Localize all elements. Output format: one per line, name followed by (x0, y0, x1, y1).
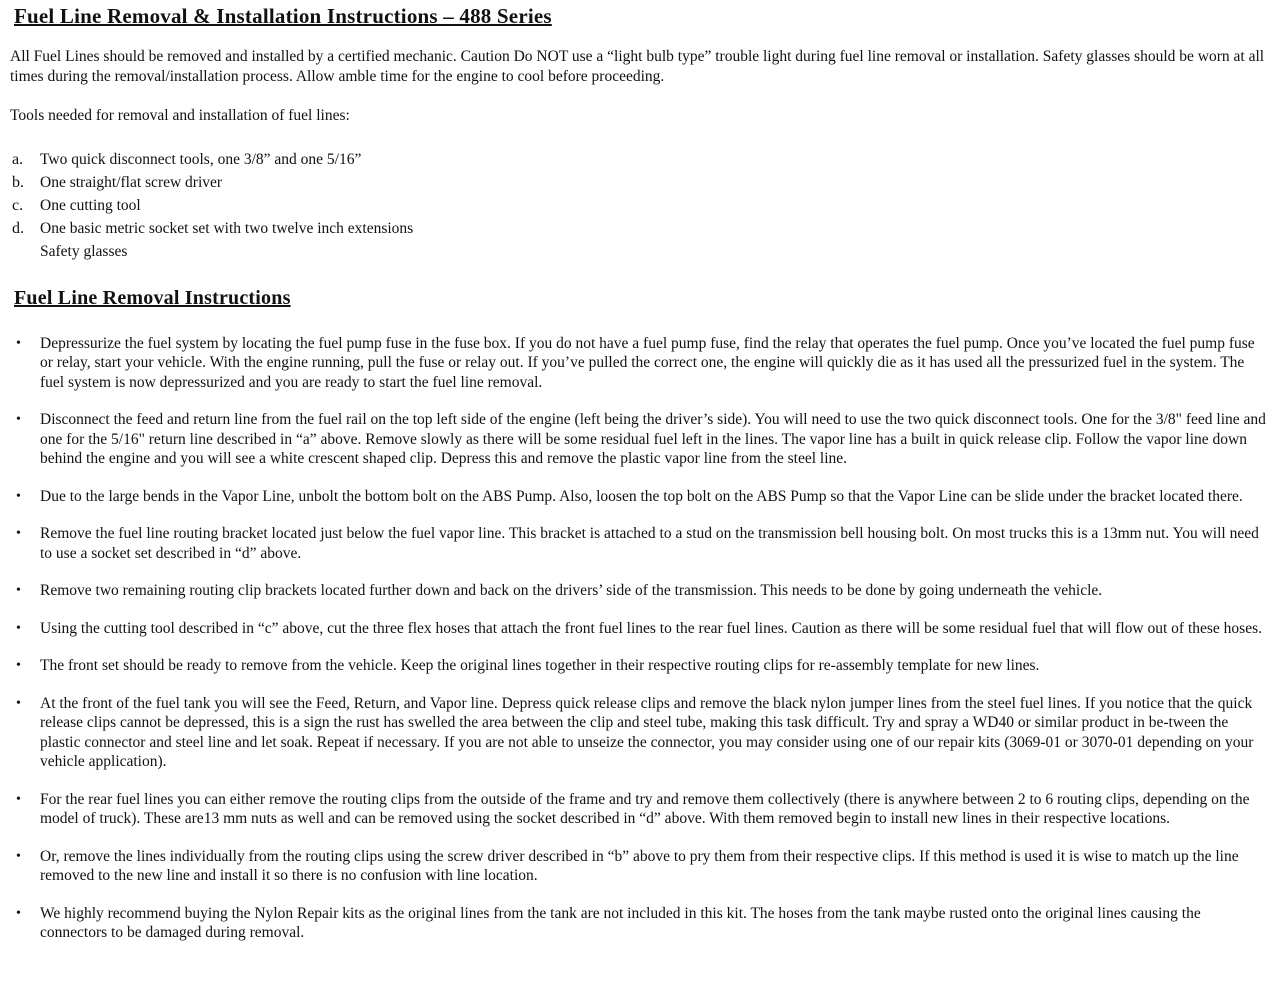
tool-item-d (10, 219, 1266, 238)
instruction-step (10, 656, 1266, 676)
instruction-step (10, 524, 1266, 563)
steps-list (10, 334, 1266, 943)
tool-text: One basic metric socket set with two twelve inch extensions (40, 219, 414, 237)
step-text: Due to the large bends in the Vapor Line, unbolt the bottom bolt on the ABS Pump. Also, loosen the top bolt on the ABS Pump so that the Vapor Line can be slide under the bracket located there. (40, 487, 1243, 505)
section-heading: Fuel Line Removal Instructions (14, 286, 291, 309)
document-title: Fuel Line Removal & Installation Instructions – 488 Series (14, 4, 552, 28)
step-text: Remove two remaining routing clip brackets located further down and back on the drivers’ side of the transmission. This needs to be done by going underneath the vehicle. (40, 582, 1103, 599)
step-text: Remove the fuel line routing bracket located just below the fuel vapor line. This bracket is attached to a stud on the transmission bell housing bolt. On most trucks this is a 13mm nut. You will need to use a socket set described in “d” above. (40, 525, 1259, 562)
instruction-step (10, 581, 1266, 601)
bullet-icon: • (16, 791, 21, 807)
tool-item-a (10, 150, 1266, 169)
bullet-icon: • (16, 658, 21, 673)
step-text: Using the cutting tool described in “c” above, cut the three flex hoses that attach the front fuel lines to the rear fuel lines. Caution as there will be some residual fuel that will flow out of these hoses. (40, 619, 1262, 637)
intro-paragraph: All Fuel Lines should be removed and installed by a certified mechanic. Caution Do NOT use a “light bulb type” trouble light during fuel line removal or installation. Safety glasses should be worn at all times during the removal/installation process. Allow amble time for the engine to cool before proceeding. (10, 48, 1265, 85)
instruction-step (10, 790, 1266, 829)
bullet-icon: • (16, 848, 21, 864)
tools-heading: Tools needed for removal and installation of fuel lines: (10, 107, 350, 124)
step-text: Disconnect the feed and return line from the fuel rail on the top left side of the engine (left being the driver’s side). You will need to use the two quick disconnect tools. One for the 3/8" feed line and one for the 5/16" return line described in “a” above. Remove slowly as there will be some residual fuel left in the lines. The vapor line has a built in quick release clip. Follow the vapor line down behind the engine and you will see a white crescent shaped clip. Depress this and remove the plastic vapor line from the steel line. (40, 411, 1266, 467)
tool-text: One straight/flat screw driver (40, 173, 223, 191)
step-text: Depressurize the fuel system by locating the fuel pump fuse in the fuse box. If you do not have a fuel pump fuse, find the relay that operates the fuel pump. Once you’ve located the fuel pump fuse or relay, start your vehicle. With the engine running, pull the fuse or relay out. If you’ve pulled the correct one, the engine will quickly die as it has used all the pressurized fuel in the system. The fuel system is now depressurized and you are ready to start the fuel line removal. (40, 334, 1255, 391)
instruction-step (10, 904, 1266, 943)
tool-item-b (10, 173, 1266, 192)
instruction-step (10, 694, 1266, 772)
instruction-step (10, 410, 1266, 469)
list-marker: a. (12, 150, 24, 168)
instruction-step (10, 487, 1266, 507)
list-marker: c. (12, 196, 24, 214)
instruction-step (10, 619, 1266, 639)
tools-list (10, 150, 1266, 261)
tools-note: Safety glasses (40, 242, 128, 260)
list-marker: d. (12, 219, 24, 237)
bullet-icon: • (16, 412, 21, 427)
step-text: At the front of the fuel tank you will see the Feed, Return, and Vapor line. Depress quick release clips and remove the black nylon jumper lines from the steel fuel lines. If you notice that the quick release clips cannot be depressed, this is a sign the rust has swelled the area between the clip and steel tube, making this task difficult. Try and spray a WD40 or similar product in be-tween the plastic connector and steel line and let soak. Repeat if necessary. If you are not able to unseize the connector, you may consider using one of our repair kits (3069-01 or 3070-01 depending on your vehicle application). (40, 694, 1254, 770)
step-text: Or, remove the lines individually from the routing clips using the screw driver described in “b” above to pry them from their respective clips. If this method is used it is wise to match up the line removed to the new line and install it so there is no confusion with line location. (40, 847, 1239, 884)
bullet-icon: • (16, 583, 21, 598)
step-text: The front set should be ready to remove from the vehicle. Keep the original lines together in their respective routing clips for re-assembly template for new lines. (40, 657, 1040, 674)
bullet-icon: • (16, 905, 21, 921)
bullet-icon: • (16, 488, 21, 504)
bullet-icon: • (16, 526, 21, 541)
tool-text: One cutting tool (40, 196, 141, 214)
list-marker: b. (12, 173, 24, 191)
bullet-icon: • (16, 335, 21, 351)
step-text: We highly recommend buying the Nylon Repair kits as the original lines from the tank are not included in this kit. The hoses from the tank maybe rusted onto the original lines causing the connectors to be damaged during removal. (40, 904, 1201, 941)
tool-text: Two quick disconnect tools, one 3/8” and one 5/16” (40, 150, 362, 168)
instruction-step (10, 334, 1266, 393)
bullet-icon: • (16, 620, 21, 636)
step-text: For the rear fuel lines you can either remove the routing clips from the outside of the frame and try and remove them collectively (there is anywhere between 2 to 6 routing clips, depending on the model of truck). These are13 mm nuts as well and can be removed using the socket described in “d” above. With them removed begin to install new lines in their respective locations. (40, 790, 1250, 827)
instruction-step (10, 847, 1266, 886)
tool-item-c (10, 196, 1266, 215)
bullet-icon: • (16, 695, 21, 711)
